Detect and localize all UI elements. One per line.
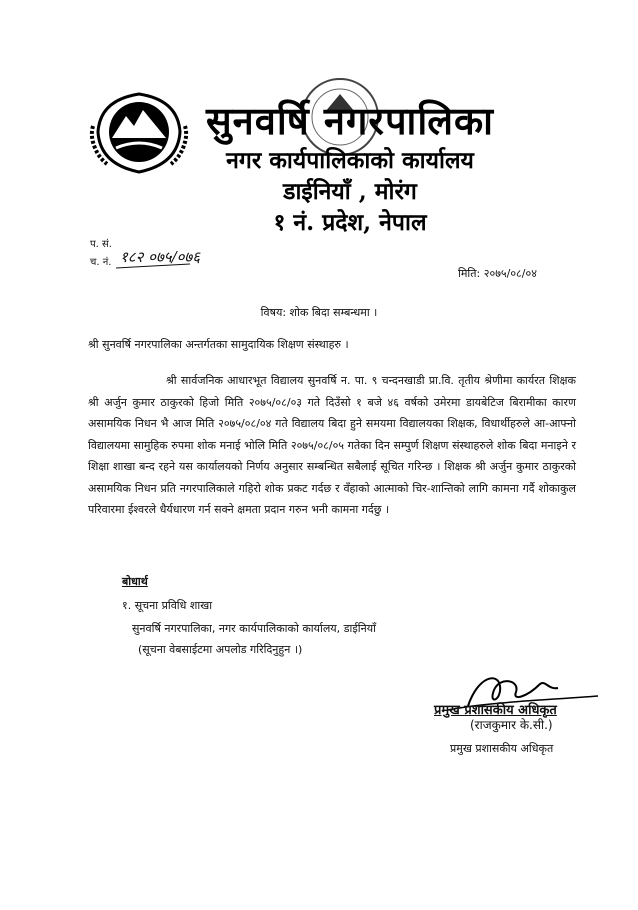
signatory-role: प्रमुख प्रशासकीय अधिकृत xyxy=(450,742,554,755)
letter-body xyxy=(88,370,576,521)
letter-date: मिति: २०७५/०८/०४ xyxy=(458,267,537,280)
bodharth-item-3: (सूचना वेबसाईटमा अपलोड गरिदिनुहुन ।) xyxy=(138,643,303,656)
municipality-name: सुनवर्षि नगरपालिका xyxy=(205,98,495,143)
letter-subject: विषय: शोक बिदा सम्बन्धमा । xyxy=(260,306,378,319)
letter-body-text: श्री सार्वजनिक आधारभूत विद्यालय सुनवर्षि न. पा. ९ चन्दनखाडी प्रा.वि. तृतीय श्रेणीमा कार्यरत शिक्षक श्री अर्जुन कुमार ठाकुरको हिजो मिति २०७५/०८/०३ गते दिउँसो १ बजे ४६ वर्षको उमेरमा डायबेटिज बिरामीका कारण असामयिक निधन भै आज मिति २०७५/०८/०४ गते विद्यालय बिदा हुने समयमा विद्यालयका शिक्षक, विधार्थीहरुले आ-आफ्नो विद्यालयमा सामुहिक रुपमा शोक मनाई भोलि मिति २०७५/०८/०५ गतेका दिन सम्पुर्ण शिक्षण संस्थाहरुले शोक बिदा मनाइने र शिक्षा शाखा बन्द रहने यस कार्यालयको निर्णय अनुसार सम्बन्धित सबैलाई सूचित गरिन्छ । शिक्षक श्री अर्जुन कुमार ठाकुरको असामयिक निधन प्रति नगरपालिकाले गहिरो शोक प्रकट गर्दछ र वँहाको आत्माको चिर-शान्तिको लागि कामना गर्दै शोकाकुल परिवारमा ईश्वरले धैर्यधारण गर्न सक्ने क्षमता प्रदान गरुन भनी कामना गर्दछु । xyxy=(88,374,576,516)
province-name: १ नं. प्रदेश, नेपाल xyxy=(273,209,427,236)
office-location: डाईनियाँ , मोरंग xyxy=(283,178,417,205)
bodharth-title: बोधार्थ xyxy=(122,575,148,588)
handwritten-number-text: १८२ ०७५/०७६ xyxy=(120,248,201,266)
chalani-number-label: च. नं. xyxy=(90,257,112,268)
bodharth-item-2: सुनवर्षि नगरपालिका, नगर कार्यपालिकाको कार्यालय, डाईनियाँ xyxy=(132,622,376,635)
bodharth-item-1: १. सूचना प्रविधि शाखा xyxy=(122,599,213,612)
letter-recipient: श्री सुनवर्षि नगरपालिका अन्तर्गतका सामुदायिक शिक्षण संस्थाहरु । xyxy=(88,338,349,351)
office-name: नगर कार्यपालिकाको कार्यालय xyxy=(226,147,474,174)
signatory-name: (राजकुमार के.सी.) xyxy=(470,718,553,732)
patra-sankhya-label: प. सं. xyxy=(90,239,112,250)
signatory-stamp-title: प्रमुख प्रशासकीय अधिकृत xyxy=(434,703,557,718)
handwritten-reference-number xyxy=(112,246,201,286)
